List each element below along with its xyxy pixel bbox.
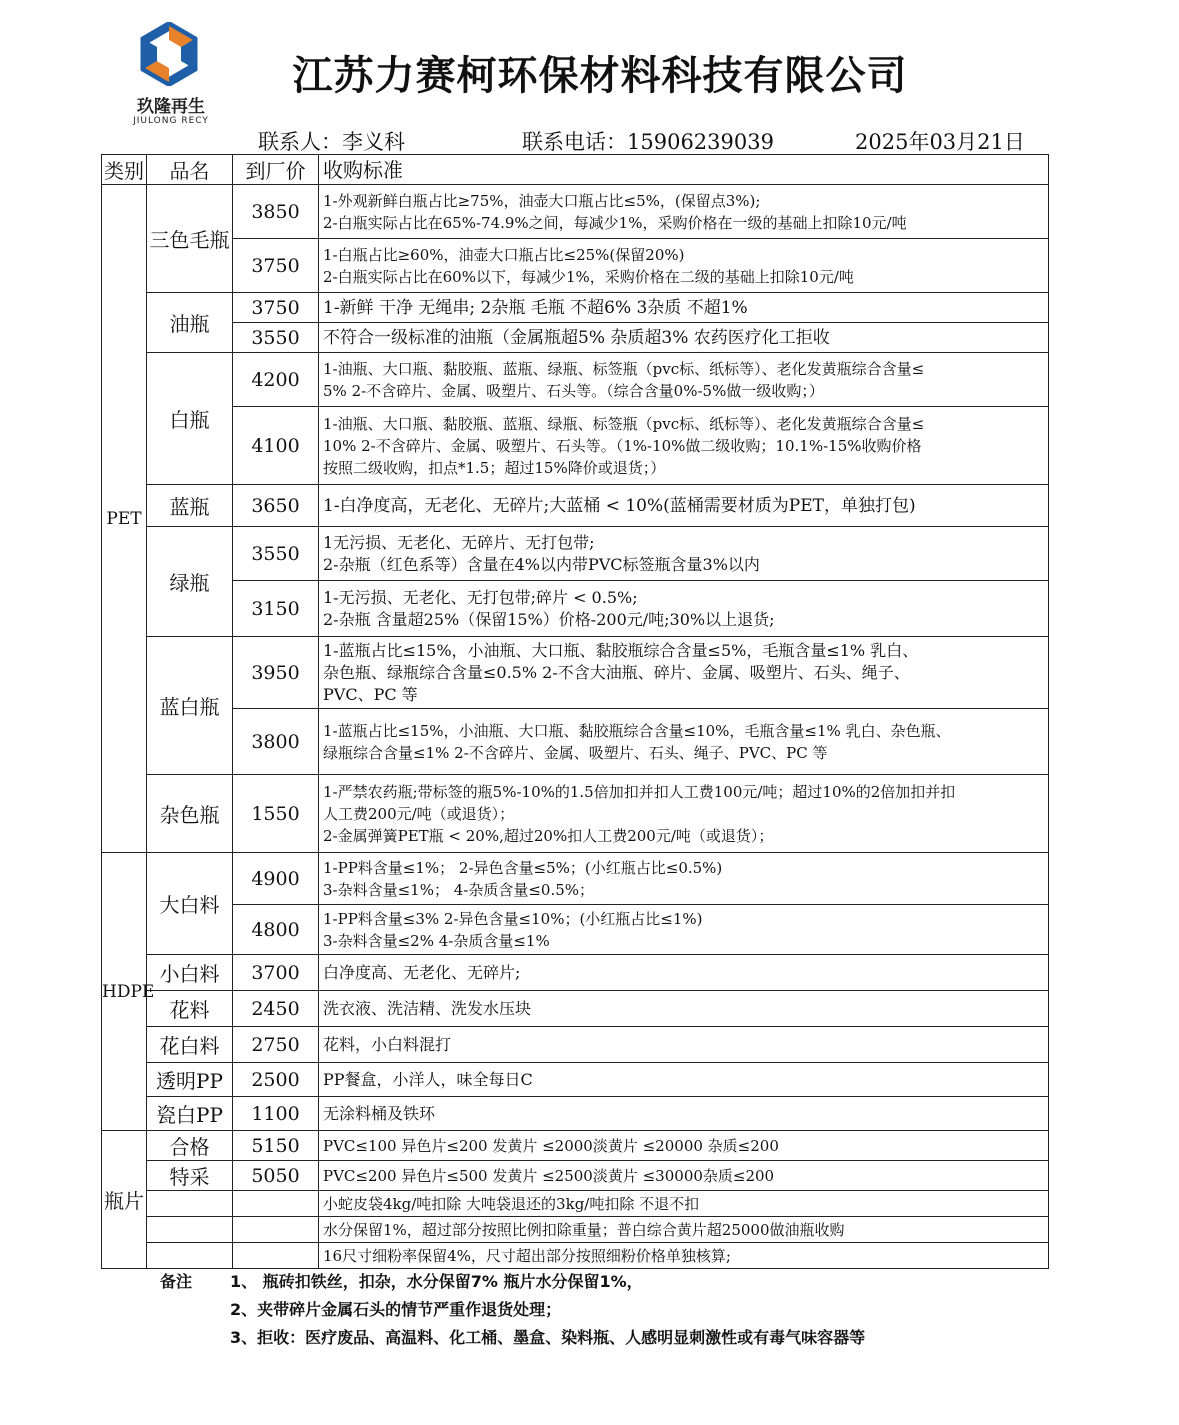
price-table — [101, 154, 1049, 1269]
table-row — [102, 853, 1049, 905]
product-name: 蓝白瓶 — [147, 637, 233, 775]
notes-label: 备注 — [160, 1272, 193, 1291]
price-cell: 3150 — [233, 581, 319, 637]
table-row — [102, 905, 1049, 955]
standard-cell: 1-外观新鲜白瓶占比≥75%，油壶大口瓶占比≤5%，(保留点3%); 2-白瓶实际占比在65%-74.9%之间，每减少1%，采购价格在一级的基础上扣除10元/吨 — [319, 185, 1049, 239]
table-row — [102, 1243, 1049, 1269]
standard-cell: 1-油瓶、大口瓶、黏胶瓶、蓝瓶、绿瓶、标签瓶（pvc标、纸标等）、老化发黄瓶综合含量≤ 10% 2-不含碎片、金属、吸塑片、石头等。（1%-10%做二级收购；10.1%-15%收购价格 按照二级收购，扣点*1.5；超过15%降价或退货；） — [319, 407, 1049, 485]
product-name: 大白料 — [147, 853, 233, 955]
table-row — [102, 1063, 1049, 1097]
table-row — [102, 1161, 1049, 1191]
standard-cell: 1-白净度高，无老化、无碎片;大蓝桶 < 10%(蓝桶需要材质为PET，单独打包) — [319, 485, 1049, 527]
product-name: 绿瓶 — [147, 527, 233, 637]
category-flakes: 瓶片 — [102, 1131, 147, 1269]
product-name: 花白料 — [147, 1027, 233, 1063]
standard-cell: PP餐盒，小洋人，味全每日C — [319, 1063, 1049, 1097]
company-name: 江苏力赛柯环保材料科技有限公司 — [292, 53, 908, 99]
standard-cell: 1-油瓶、大口瓶、黏胶瓶、蓝瓶、绿瓶、标签瓶（pvc标、纸标等）、老化发黄瓶综合含量≤ 5% 2-不含碎片、金属、吸塑片、石头等。（综合含量0%-5%做一级收购；） — [319, 353, 1049, 407]
header-standard: 收购标准 — [319, 155, 1049, 185]
standard-cell: 不符合一级标准的油瓶（金属瓶超5% 杂质超3% 农药医疗化工拒收 — [319, 323, 1049, 353]
product-name: 特采 — [147, 1161, 233, 1191]
note-item: 2、夹带碎片金属石头的情节严重作退货处理； — [230, 1300, 562, 1319]
price-cell: 2450 — [233, 991, 319, 1027]
price-cell: 3850 — [233, 185, 319, 239]
price-cell: 3750 — [233, 239, 319, 293]
header-price: 到厂价 — [233, 155, 319, 185]
price-cell: 3650 — [233, 485, 319, 527]
standard-cell: 洗衣液、洗洁精、洗发水压块 — [319, 991, 1049, 1027]
product-name — [147, 1191, 233, 1217]
price-cell: 5150 — [233, 1131, 319, 1161]
price-cell: 1100 — [233, 1097, 319, 1131]
price-cell: 3550 — [233, 527, 319, 581]
standard-cell: PVC≤100 异色片≤200 发黄片 ≤2000淡黄片 ≤20000 杂质≤200 — [319, 1131, 1049, 1161]
price-cell: 4800 — [233, 905, 319, 955]
price-cell: 4100 — [233, 407, 319, 485]
table-row — [102, 637, 1049, 709]
document-date: 2025年03月21日 — [855, 130, 1025, 154]
price-cell: 4200 — [233, 353, 319, 407]
table-row — [102, 353, 1049, 407]
price-cell: 4900 — [233, 853, 319, 905]
table-row — [102, 581, 1049, 637]
product-name: 花料 — [147, 991, 233, 1027]
table-row — [102, 527, 1049, 581]
standard-cell: 小蛇皮袋4kg/吨扣除 大吨袋退还的3kg/吨扣除 不退不扣 — [319, 1191, 1049, 1217]
table-row — [102, 955, 1049, 991]
price-cell: 3550 — [233, 323, 319, 353]
table-header-row — [102, 155, 1049, 185]
standard-cell: 1-PP料含量≤1%； 2-异色含量≤5%；(小红瓶占比≤0.5%) 3-杂料含量≤1%； 4-杂质含量≤0.5%； — [319, 853, 1049, 905]
header-name: 品名 — [147, 155, 233, 185]
standard-cell: 1-蓝瓶占比≤15%，小油瓶、大口瓶、黏胶瓶综合含量≤10%，毛瓶含量≤1% 乳白、杂色瓶、 绿瓶综合含量≤1% 2-不含碎片、金属、吸塑片、石头、绳子、PVC、PC 等 — [319, 709, 1049, 775]
product-name: 瓷白PP — [147, 1097, 233, 1131]
standard-cell: 水分保留1%，超过部分按照比例扣除重量；普白综合黄片超25000做油瓶收购 — [319, 1217, 1049, 1243]
company-logo — [126, 22, 212, 132]
product-name: 蓝瓶 — [147, 485, 233, 527]
standard-cell: PVC≤200 异色片≤500 发黄片 ≤2500淡黄片 ≤30000杂质≤200 — [319, 1161, 1049, 1191]
price-cell: 3700 — [233, 955, 319, 991]
table-row — [102, 1027, 1049, 1063]
note-item: 3、拒收：医疗废品、高温料、化工桶、墨盒、染料瓶、人感明显刺激性或有毒气味容器等 — [230, 1328, 866, 1347]
table-row — [102, 1191, 1049, 1217]
standard-cell: 1-无污损、无老化、无打包带;碎片 < 0.5%; 2-杂瓶 含量超25%（保留15%）价格-200元/吨;30%以上退货; — [319, 581, 1049, 637]
table-row — [102, 1131, 1049, 1161]
note-item: 1、 瓶砖扣铁丝，扣杂，水分保留7% 瓶片水分保留1%， — [230, 1272, 643, 1291]
product-name — [147, 1243, 233, 1269]
notes-section — [160, 1268, 865, 1352]
contact-person: 联系人：李义科 — [258, 130, 405, 154]
standard-cell: 1-PP料含量≤3% 2-异色含量≤10%；(小红瓶占比≤1%) 3-杂料含量≤2% 4-杂质含量≤1% — [319, 905, 1049, 955]
standard-cell: 16尺寸细粉率保留4%，尺寸超出部分按照细粉价格单独核算; — [319, 1243, 1049, 1269]
price-cell: 3950 — [233, 637, 319, 709]
product-name: 合格 — [147, 1131, 233, 1161]
standard-cell: 白净度高、无老化、无碎片; — [319, 955, 1049, 991]
table-row — [102, 407, 1049, 485]
standard-cell: 1-严禁农药瓶;带标签的瓶5%-10%的1.5倍加扣并扣人工费100元/吨；超过10%的2倍加扣并扣 人工费200元/吨（或退货）； 2-金属弹簧PET瓶 < 20%,超过20%扣人工费200元/吨（或退货）； — [319, 775, 1049, 853]
table-row — [102, 239, 1049, 293]
price-cell — [233, 1191, 319, 1217]
price-cell: 2750 — [233, 1027, 319, 1063]
logo-english-text: JIULONG RECY — [133, 116, 209, 126]
contact-phone: 联系电话：15906239039 — [522, 130, 774, 154]
table-row — [102, 775, 1049, 853]
product-name: 小白料 — [147, 955, 233, 991]
hexagon-logo-icon — [137, 22, 201, 86]
product-name: 油瓶 — [147, 293, 233, 353]
table-row — [102, 323, 1049, 353]
logo-chinese-text: 玖隆再生 — [137, 97, 205, 117]
standard-cell: 花料，小白料混打 — [319, 1027, 1049, 1063]
standard-cell: 无涂料桶及铁环 — [319, 1097, 1049, 1131]
table-row — [102, 185, 1049, 239]
product-name: 杂色瓶 — [147, 775, 233, 853]
price-cell: 1550 — [233, 775, 319, 853]
standard-cell: 1无污损、无老化、无碎片、无打包带; 2-杂瓶（红色系等）含量在4%以内带PVC标签瓶含量3%以内 — [319, 527, 1049, 581]
standard-cell: 1-蓝瓶占比≤15%，小油瓶、大口瓶、黏胶瓶综合含量≤5%，毛瓶含量≤1% 乳白、 杂色瓶、绿瓶综合含量≤0.5% 2-不含大油瓶、碎片、金属、吸塑片、石头、绳子、 PVC、PC 等 — [319, 637, 1049, 709]
table-row — [102, 709, 1049, 775]
table-row — [102, 991, 1049, 1027]
table-row — [102, 1097, 1049, 1131]
category-hdpe: HDPE — [102, 853, 147, 1131]
table-row — [102, 1217, 1049, 1243]
price-cell: 5050 — [233, 1161, 319, 1191]
header-category: 类别 — [102, 155, 147, 185]
table-row — [102, 485, 1049, 527]
table-row — [102, 293, 1049, 323]
price-cell — [233, 1243, 319, 1269]
price-cell: 2500 — [233, 1063, 319, 1097]
standard-cell: 1-白瓶占比≥60%，油壶大口瓶占比≤25%(保留20%) 2-白瓶实际占比在60%以下，每减少1%，采购价格在二级的基础上扣除10元/吨 — [319, 239, 1049, 293]
price-cell: 3800 — [233, 709, 319, 775]
product-name: 透明PP — [147, 1063, 233, 1097]
product-name — [147, 1217, 233, 1243]
price-cell — [233, 1217, 319, 1243]
product-name: 白瓶 — [147, 353, 233, 485]
standard-cell: 1-新鲜 干净 无绳串; 2杂瓶 毛瓶 不超6% 3杂质 不超1% — [319, 293, 1049, 323]
price-cell: 3750 — [233, 293, 319, 323]
category-pet: PET — [102, 185, 147, 853]
product-name: 三色毛瓶 — [147, 185, 233, 293]
